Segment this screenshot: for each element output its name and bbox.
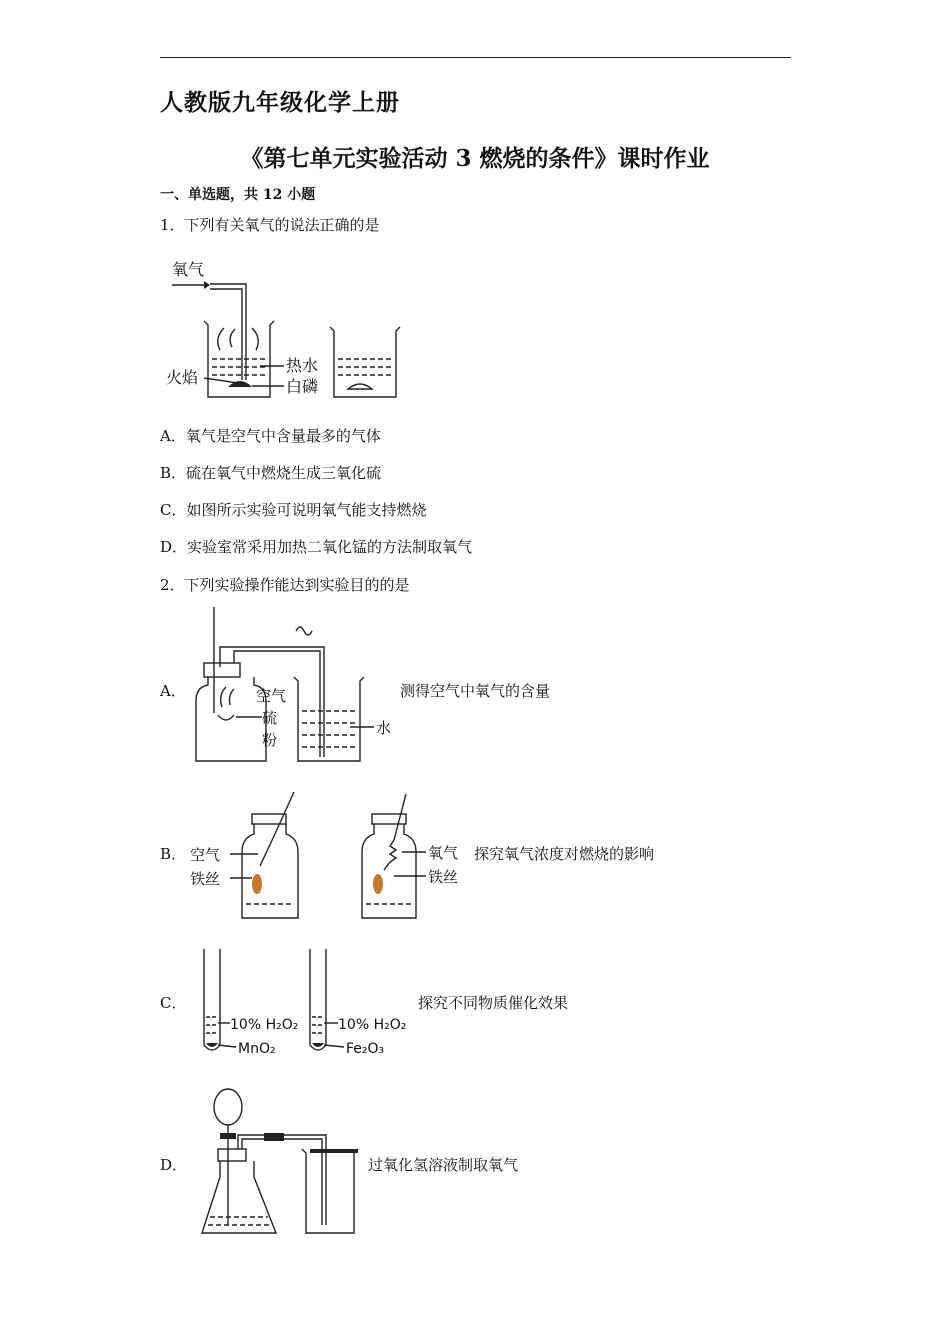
q2-option-a-figure [190,607,410,767]
section-heading: 一、单选题，共 12 小题 [160,187,316,203]
flame-right [373,874,383,894]
connector [220,647,294,667]
document-title: 《第七单元实验活动 3 燃烧的条件》课时作业 [240,145,710,172]
beaker-right [330,327,400,397]
q2-option-d-desc: 过氧化氢溶液制取氧气 [368,1156,519,1174]
label-mno2: MnO₂ [238,1041,276,1057]
rubber-joint [264,1133,284,1141]
question-1-figure [160,255,420,405]
q2-option-b-desc: 探究氧气浓度对燃烧的影响 [474,845,655,863]
clamp [296,627,312,635]
label-air: 空气 [256,687,287,705]
label-water: 水 [376,719,392,737]
label-hot-water: 热水 [286,356,319,375]
phosphorus-right [348,384,372,389]
label-h2o2-right: 10% H₂O₂ [338,1017,407,1033]
q2-option-c-figure [190,945,420,1060]
delivery-tube [238,1135,326,1225]
label-fe2o3: Fe₂O₃ [346,1041,385,1057]
book-title: 人教版九年级化学上册 [160,89,400,116]
separatory-funnel [214,1089,242,1125]
label-oxygen-b: 氧气 [428,844,459,862]
q2-option-a-desc: 测得空气中氧气的含量 [400,682,551,700]
fe2o3-solid [312,1043,324,1047]
q1-option-d: D．实验室常采用加热二氧化锰的方法制取氧气 [160,538,473,556]
flame-wisps [218,328,259,350]
test-tube-right [310,949,326,1050]
question-1-stem: 1．下列有关氧气的说法正确的是 [160,216,380,234]
label-wire-left: 铁丝 [190,870,221,888]
mno2-solid [206,1043,218,1047]
q1-option-b: B．硫在氧气中燃烧生成三氧化硫 [160,464,382,482]
q2-option-b-figure [190,790,480,920]
q2-option-a-letter: A． [160,682,186,700]
label-sulfur: 硫 [262,709,278,727]
label-powder: 粉 [262,731,278,749]
stopcock [220,1133,236,1139]
water-beaker [294,677,364,761]
label-air-b: 空气 [190,846,221,864]
label-flame: 火焰 [166,368,199,387]
collecting-bottle [302,1149,358,1233]
q2-option-c-desc: 探究不同物质催化效果 [418,994,569,1012]
flask-stopper [218,1149,246,1161]
conical-flask [202,1161,276,1233]
q2-option-d-letter: D． [160,1156,188,1174]
arrow-head [204,281,210,289]
header-rule [160,57,791,58]
q2-option-b-letter: B． [160,845,187,863]
label-h2o2-left: 10% H₂O₂ [230,1017,299,1033]
q2-option-d-figure [190,1085,370,1245]
spoon [218,715,234,720]
bottle-plate [310,1149,358,1153]
label-oxygen: 氧气 [172,260,205,279]
oxygen-tube [210,284,246,380]
label-white-phosphorus: 白磷 [286,377,319,396]
test-tube-left [204,949,220,1050]
q2-option-c-letter: C． [160,994,187,1012]
question-2-stem: 2．下列实验操作能达到实验目的的是 [160,576,410,594]
flame-left [252,874,262,894]
q1-option-c: C．如图所示实验可说明氧气能支持燃烧 [160,501,427,519]
q1-option-a: A．氧气是空气中含量最多的气体 [160,427,381,445]
label-wire-right: 铁丝 [428,868,459,886]
stopper [204,663,240,677]
